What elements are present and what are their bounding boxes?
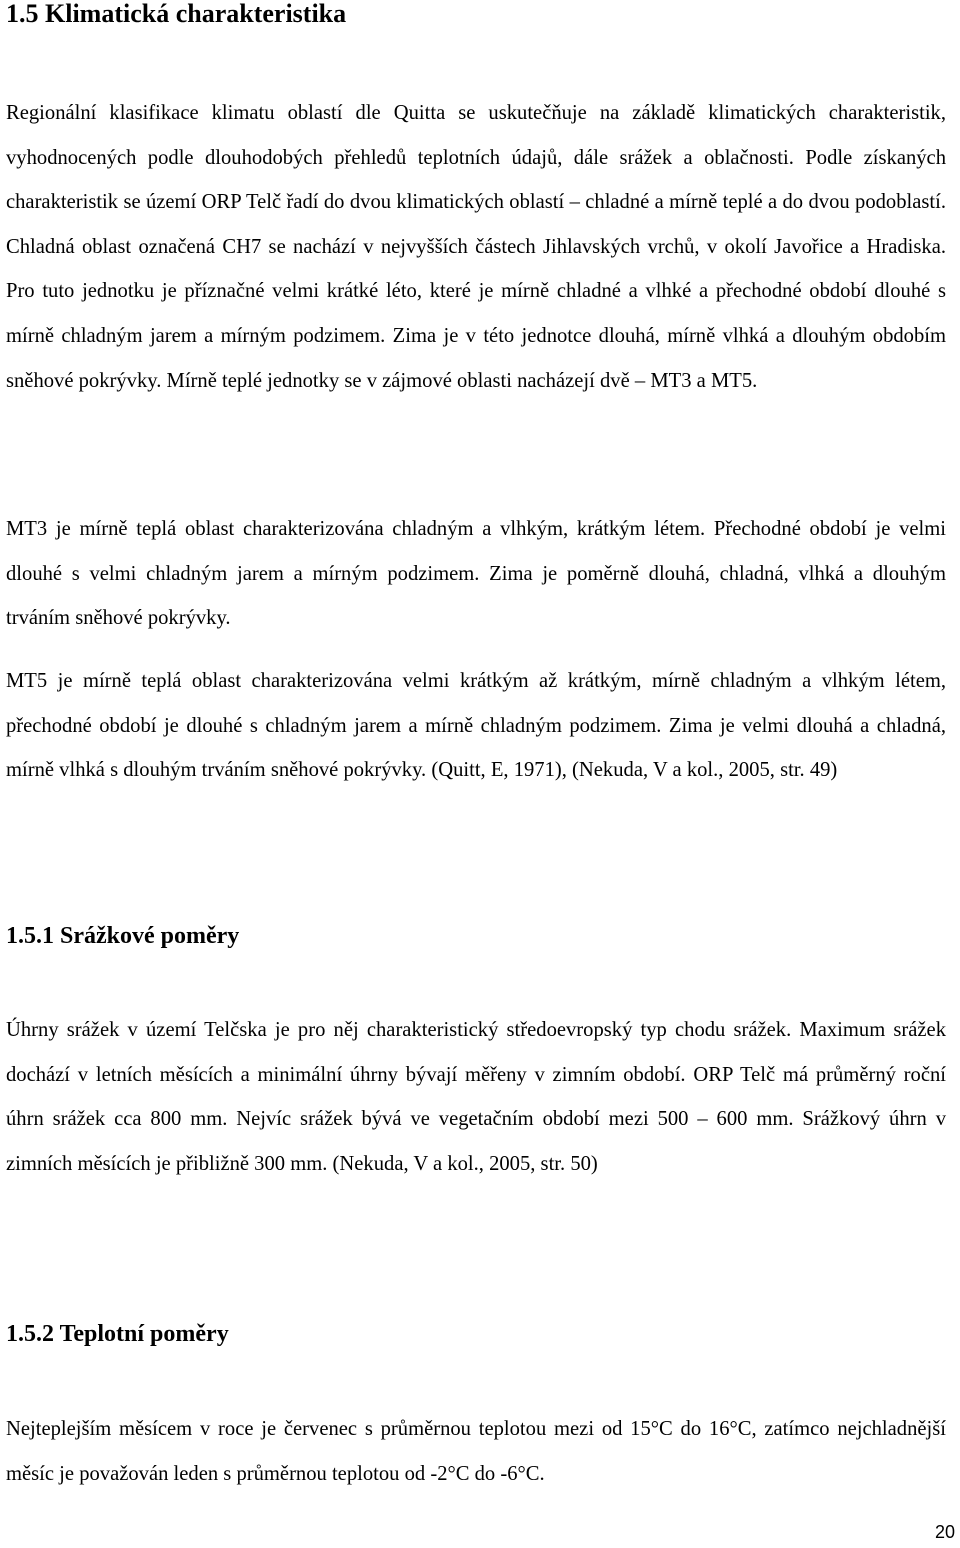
subsection-heading-temperature: 1.5.2 Teplotní poměry — [6, 1321, 229, 1347]
paragraph-climate-classification: Regionální klasifikace klimatu oblastí dle Quitta se uskutečňuje na základě klimatických charakteristik, vyhodnocených podle dlouhodobých přehledů teplotních údajů, dále srážek a oblačnosti. Podle získaných charakteristik se území ORP Telč řadí do dvou klimatických oblastí – chladné a mírně teplé a do dvou podoblastí. Chladná oblast označená CH7 se nachází v nejvyšších částech Jihlavských vrchů, v okolí Javořice a Hradiska. Pro tuto jednotku je příznačné velmi krátké léto, které je mírně chladné a vlhké a přechodné období dlouhé s mírně chladným jarem a mírným podzimem. Zima je v této jednotce dlouhá, mírně vlhká a dlouhým obdobím sněhové pokrývky. Mírně teplé jednotky se v zájmové oblasti nacházejí dvě – MT3 a MT5. — [6, 102, 946, 392]
paragraph-mt5: MT5 je mírně teplá oblast charakterizována velmi krátkým až krátkým, mírně chladným a vlhkým létem, přechodné období je dlouhé s chladným jarem a mírně chladným podzimem. Zima je velmi dlouhá a chladná, mírně vlhká s dlouhým trváním sněhové pokrývky. (Quitt, E, 1971), (Nekuda, V a kol., 2005, str. 49) — [6, 670, 946, 782]
subsection-heading-precipitation: 1.5.1 Srážkové poměry — [6, 923, 240, 949]
page-number: 20 — [934, 1522, 955, 1542]
paragraph-precipitation: Úhrny srážek v území Telčska je pro něj charakteristický středoevropský typ chodu srážek. Maximum srážek dochází v letních měsících a minimální úhrny bývají měřeny v zimním období. ORP Telč má průměrný roční úhrn srážek cca 800 mm. Nejvíc srážek bývá ve vegetačním období mezi 500 – 600 mm. Srážkový úhrn v zimních měsících je přibližně 300 mm. (Nekuda, V a kol., 2005, str. 50) — [6, 1019, 946, 1175]
section-heading: 1.5 Klimatická charakteristika — [6, 0, 347, 28]
paragraph-mt3: MT3 je mírně teplá oblast charakterizována chladným a vlhkým, krátkým létem. Přechodné období je velmi dlouhé s velmi chladným jarem a mírným podzimem. Zima je poměrně dlouhá, chladná, vlhká a dlouhým trváním sněhové pokrývky. — [6, 518, 946, 630]
paragraph-temperature: Nejteplejším měsícem v roce je červenec s průměrnou teplotou mezi od 15°C do 16°C, zatímco nejchladnější měsíc je považován leden s průměrnou teplotou od -2°C do -6°C. — [6, 1418, 946, 1485]
